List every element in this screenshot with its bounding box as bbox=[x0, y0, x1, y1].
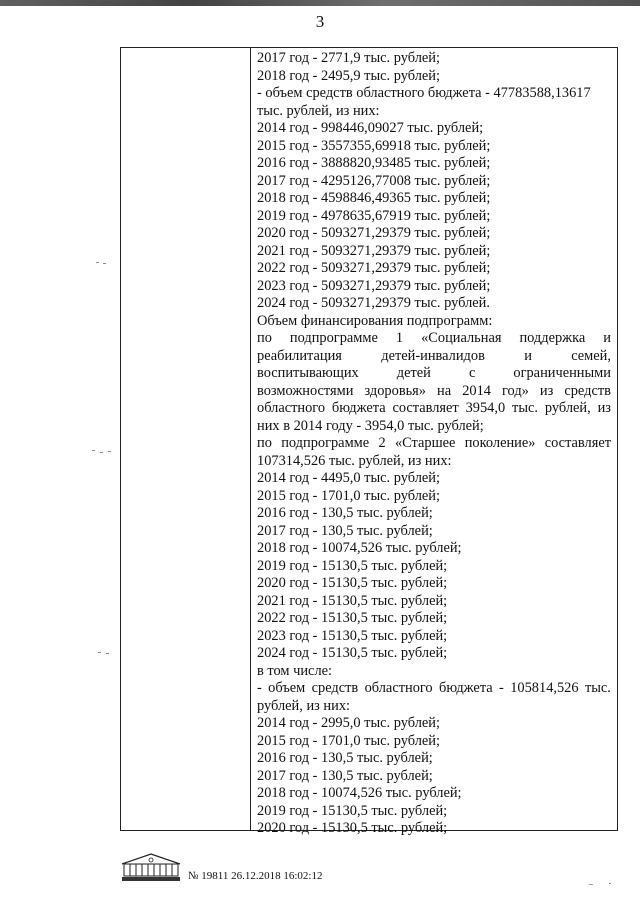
word: - bbox=[257, 680, 262, 696]
justified-text-line bbox=[257, 348, 611, 366]
scan-speck bbox=[108, 451, 111, 452]
text-line: 2016 год - 3888820,93485 тыс. рублей; bbox=[257, 155, 491, 171]
text-line: 2017 год - 130,5 тыс. рублей; bbox=[257, 767, 433, 784]
text-line: 2022 год - 15130,5 тыс. рублей; bbox=[257, 610, 448, 626]
word: возможностями bbox=[257, 382, 354, 399]
word: областного bbox=[257, 400, 326, 416]
text-line: 2020 год - 15130,5 тыс. рублей; bbox=[257, 575, 448, 591]
text-line: 2024 год - 15130,5 тыс. рублей; bbox=[257, 645, 448, 661]
table-right-cell bbox=[251, 48, 617, 836]
word: 105814,526 bbox=[510, 680, 579, 696]
text-line: Объем финансирования подпрограмм: bbox=[257, 312, 493, 329]
text-line: 2016 год - 130,5 тыс. рублей; bbox=[257, 505, 433, 521]
word: с bbox=[468, 365, 476, 381]
word: тыс. bbox=[584, 680, 611, 696]
text-line: 2017 год - 130,5 тыс. рублей; bbox=[257, 522, 433, 539]
text-line: 2017 год - 4295126,77008 тыс. рублей; bbox=[257, 172, 491, 189]
scan-speck bbox=[100, 452, 103, 453]
word: реабилитация bbox=[257, 347, 342, 364]
document-table bbox=[120, 47, 618, 836]
text-line: 2018 год - 2495,9 тыс. рублей; bbox=[257, 67, 440, 84]
word: бюджета bbox=[331, 400, 386, 416]
table-left-cell bbox=[121, 48, 251, 830]
text-line: 2020 год - 5093271,29379 тыс. рублей; bbox=[257, 225, 491, 241]
word: из bbox=[539, 382, 554, 399]
registration-stamp-text: № 19811 26.12.2018 16:02:12 bbox=[188, 870, 323, 882]
text-line: 2016 год - 130,5 тыс. рублей; bbox=[257, 750, 433, 766]
text-line: - объем средств областного бюджета - 47783588,13617 bbox=[257, 85, 591, 101]
text-line: 2019 год - 15130,5 тыс. рублей; bbox=[257, 802, 448, 819]
text-line: 2024 год - 5093271,29379 тыс. рублей. bbox=[257, 295, 490, 311]
word: поколение» bbox=[464, 435, 536, 451]
word: средств bbox=[311, 680, 359, 696]
word: - bbox=[499, 680, 504, 696]
word: воспитывающих bbox=[257, 365, 359, 381]
text-line: тыс. рублей, из них: bbox=[257, 102, 380, 119]
word: детей-инвалидов bbox=[381, 347, 485, 364]
text-line: 2019 год - 4978635,67919 тыс. рублей; bbox=[257, 207, 491, 224]
word: по bbox=[257, 330, 272, 346]
word: тыс. bbox=[512, 400, 538, 416]
text-line: 2021 год - 5093271,29379 тыс. рублей; bbox=[257, 242, 491, 259]
word: рублей, bbox=[544, 400, 591, 416]
text-line: 2021 год - 15130,5 тыс. рублей; bbox=[257, 592, 448, 609]
text-line: 2019 год - 15130,5 тыс. рублей; bbox=[257, 557, 448, 574]
word: 3954,0 bbox=[465, 400, 506, 416]
text-line: 2023 год - 15130,5 тыс. рублей; bbox=[257, 627, 448, 644]
text-line: 2014 год - 2995,0 тыс. рублей; bbox=[257, 715, 440, 731]
word: и bbox=[603, 330, 611, 346]
justified-text-line bbox=[257, 330, 611, 348]
text-line: 2022 год - 5093271,29379 тыс. рублей; bbox=[257, 260, 491, 276]
justified-text-line bbox=[257, 383, 611, 401]
word: подпрограмме bbox=[281, 435, 370, 451]
text-line: в том числе: bbox=[257, 662, 333, 679]
text-line: 2018 год - 10074,526 тыс. рублей; bbox=[257, 785, 462, 801]
text-line: 2014 год - 4495,0 тыс. рублей; bbox=[257, 470, 440, 486]
scan-speck bbox=[103, 263, 106, 264]
word: объем bbox=[268, 680, 306, 696]
scan-speck bbox=[106, 653, 109, 654]
justified-text-line bbox=[257, 400, 611, 418]
word: по bbox=[257, 435, 272, 451]
scan-top-edge bbox=[0, 0, 640, 6]
word: 1 bbox=[395, 330, 404, 346]
word: областного bbox=[364, 680, 433, 696]
word: подпрограмме bbox=[289, 330, 378, 346]
text-line: 2020 год - 15130,5 тыс. рублей; bbox=[257, 820, 448, 836]
text-line: 2015 год - 1701,0 тыс. рублей; bbox=[257, 487, 440, 504]
text-line: них в 2014 году - 3954,0 тыс. рублей; bbox=[257, 417, 484, 434]
word: год» bbox=[502, 382, 529, 399]
word: составляет bbox=[392, 400, 459, 416]
justified-text-line bbox=[257, 435, 611, 453]
word: составляет bbox=[544, 435, 611, 451]
word: «Старшее bbox=[394, 435, 456, 451]
text-line: 2018 год - 4598846,49365 тыс. рублей; bbox=[257, 190, 491, 206]
text-line: 2023 год - 5093271,29379 тыс. рублей; bbox=[257, 277, 491, 294]
word: детей bbox=[396, 365, 431, 381]
text-line: 2015 год - 3557355,69918 тыс. рублей; bbox=[257, 137, 491, 154]
text-line: 2015 год - 1701,0 тыс. рублей; bbox=[257, 732, 440, 749]
word: семей, bbox=[571, 347, 611, 364]
text-line: 2018 год - 10074,526 тыс. рублей; bbox=[257, 540, 462, 556]
text-line: рублей, из них: bbox=[257, 697, 351, 714]
scan-speck bbox=[98, 652, 101, 653]
scan-speck bbox=[92, 450, 95, 451]
word: поддержка bbox=[519, 330, 586, 346]
justified-text-line bbox=[257, 680, 611, 698]
word: бюджета bbox=[439, 680, 493, 696]
word: из bbox=[597, 400, 611, 416]
word: средств bbox=[564, 382, 611, 399]
word: здоровья» bbox=[364, 382, 426, 399]
text-line: 107314,526 тыс. рублей, из них: bbox=[257, 452, 452, 469]
page-number: 3 bbox=[315, 12, 325, 31]
registry-stamp-icon bbox=[120, 852, 182, 886]
text-line: 2014 год - 998446,09027 тыс. рублей; bbox=[257, 120, 484, 136]
scan-mark: · bbox=[608, 878, 612, 890]
word: 2 bbox=[378, 435, 386, 451]
word: «Социальная bbox=[421, 330, 502, 346]
scan-mark: ⁻ bbox=[588, 881, 594, 893]
justified-text-line bbox=[257, 365, 611, 383]
text-line: 2017 год - 2771,9 тыс. рублей; bbox=[257, 50, 440, 66]
word: и bbox=[524, 347, 532, 364]
scan-speck bbox=[96, 262, 99, 263]
word: ограниченными bbox=[513, 365, 611, 381]
word: 2014 bbox=[462, 382, 491, 399]
word: на bbox=[437, 382, 452, 399]
